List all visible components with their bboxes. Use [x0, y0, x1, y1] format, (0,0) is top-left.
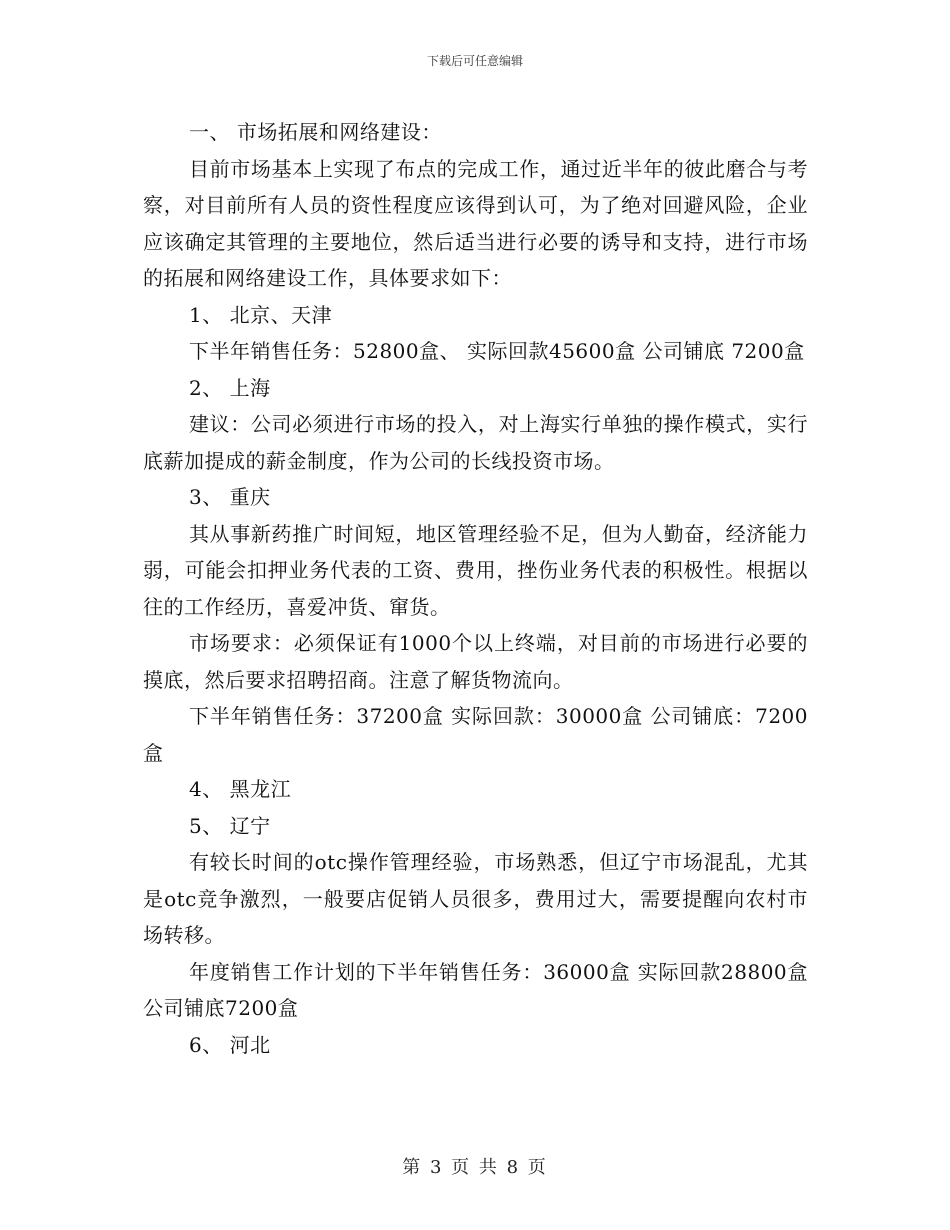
item-heading-liaoning: 5、 辽宁 [189, 813, 271, 838]
paragraph-chongqing-assessment: 其从事新药推广时间短，地区管理经验不足，但为人勤奋，经济能力弱，可能会扣押业务代表的工资、费用，挫伤业务代表的积极性。根据以往的工作经历，喜爱冲货、窜货。 [143, 521, 808, 619]
paragraph-shanghai-suggestion: 建议：公司必须进行市场的投入，对上海实行单独的操作模式，实行底薪加提成的薪金制度，作为公司的长线投资市场。 [143, 412, 808, 473]
paragraph-chongqing-targets: 下半年销售任务：37200盒 实际回款：30000盒 公司铺底：7200盒 [143, 704, 808, 765]
item-heading-heilongjiang: 4、 黑龙江 [189, 777, 292, 801]
page-number-footer: 第 3 页 共 8 页 [402, 1157, 548, 1178]
item-heading-beijing-tianjin: 1、 北京、天津 [189, 302, 333, 327]
section-heading-market-expansion: 一、 市场拓展和网络建设： [189, 120, 442, 144]
paragraph-chongqing-requirements: 市场要求：必须保证有1000个以上终端，对目前的市场进行必要的摸底，然后要求招聘招商。注意了解货物流向。 [143, 631, 808, 692]
paragraph-intro: 目前市场基本上实现了布点的完成工作，通过近半年的彼此磨合与考察，对目前所有人员的资性程度应该得到认可，为了绝对回避风险，企业应该确定其管理的主要地位，然后适当进行必要的诱导和支持，进行市场的拓展和网络建设工作，具体要求如下： [143, 156, 808, 290]
paragraph-beijing-tianjin-targets: 下半年销售任务：52800盒、 实际回款45600盒 公司铺底 7200盒 [189, 339, 805, 363]
item-heading-chongqing: 3、 重庆 [189, 485, 271, 509]
paragraph-liaoning-assessment: 有较长时间的otc操作管理经验，市场熟悉，但辽宁市场混乱，尤其是otc竞争激烈，一般要店促销人员很多，费用过大，需要提醒向农村市场转移。 [143, 850, 808, 947]
paragraph-liaoning-targets: 年度销售工作计划的下半年销售任务：36000盒 实际回款28800盒 公司铺底7200盒 [143, 959, 808, 1020]
item-heading-hebei: 6、 河北 [189, 1032, 271, 1057]
page-header-note: 下载后可任意编辑 [426, 54, 523, 68]
document-body [143, 114, 808, 1063]
item-heading-shanghai: 2、 上海 [189, 375, 271, 400]
